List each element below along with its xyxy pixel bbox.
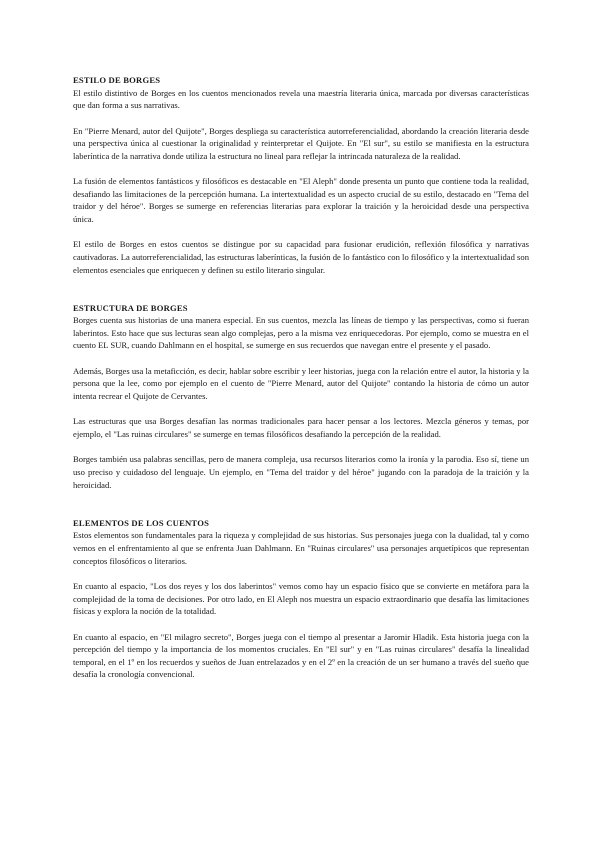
section-estructura xyxy=(73,302,529,492)
paragraph: En "Pierre Menard, autor del Quijote", Borges despliega su característica autorreferencialidad, abordando la creación literaria desde una perspectiva única al cuestionar la originalidad y reinterpretar el Quijote. En "El sur", su estilo se manifiesta en la estructura laberíntica de la narrativa donde utiliza la estructura no lineal para reflejar la intrincada naturaleza de la realidad. xyxy=(73,125,529,161)
section-heading: ELEMENTOS DE LOS CUENTOS xyxy=(73,517,210,528)
paragraph: El estilo de Borges en estos cuentos se distingue por su capacidad para fusionar erudición, reflexión filosófica y narrativas cautivadoras. La autorreferencialidad, las estructuras laberínticas, la fusión de lo fantástico con lo filosófico y la intertextualidad son elementos esenciales que enriquecen y definen su estilo literario singular. xyxy=(73,239,529,275)
section-spacer xyxy=(73,289,529,302)
paragraph: Las estructuras que usa Borges desafían las normas tradicionales para hacer pensar a los lectores. Mezcla géneros y temas, por ejemplo, el "Las ruinas circulares" se sumerge en temas filosóficos desafiando la percepción de la realidad. xyxy=(73,416,529,440)
paragraph: En cuanto al espacio, "Los dos reyes y los dos laberintos" vemos como hay un espacio físico que se convierte en metáfora para la complejidad de la toma de decisiones. Por otro lado, en El Aleph nos muestra un espacio extraordinario que desafía las limitaciones físicas y explora la noción de la totalidad. xyxy=(73,580,529,617)
section-heading: ESTRUCTURA DE BORGES xyxy=(73,302,188,313)
paragraph: Además, Borges usa la metaficción, es decir, hablar sobre escribir y leer historias, juega con la relación entre el autor, la historia y la persona que la lee, como por ejemplo en el cuento de "Pierre Menard, autor del Quijote" contando la historia de cómo un autor intenta recrear el Quijote de Cervantes. xyxy=(73,365,529,402)
paragraph: El estilo distintivo de Borges en los cuentos mencionados revela una maestría literaria única, marcada por diversas características que dan forma a sus narrativas. xyxy=(73,87,529,111)
section-heading: ESTILO DE BORGES xyxy=(73,75,161,85)
paragraph: Borges también usa palabras sencillas, pero de manera compleja, usa recursos literarios como la ironía y la parodia. Eso sí, tiene un uso preciso y cuidadoso del lenguaje. Un ejemplo, en "Tema del traidor y del héroe" jugando con la paradoja de la traición y la heroicidad. xyxy=(73,454,529,490)
paragraph: En cuanto al espacio, en "El milagro secreto", Borges juega con el tiempo al presentar a Jaromir Hladik. Esta historia juega con la percepción del tiempo y la importancia de los momentos cruciales. En "El sur" y en "Las ruinas circulares" desafía la linealidad temporal, en el 1º en los recuerdos y sueños de Juan entrelazados y en el 2º en la creación de un ser humano a través del sueño que desafía la cronología convencional. xyxy=(73,631,529,680)
section-elementos xyxy=(73,517,529,681)
section-estilo xyxy=(73,74,529,276)
section-spacer xyxy=(73,504,529,517)
document-page xyxy=(73,74,529,694)
paragraph: Estos elementos son fundamentales para la riqueza y complejidad de sus historias. Sus personajes juega con la dualidad, tal y como vemos en el enfrentamiento al que se enfrenta Juan Dahlmann. En "Ruinas circulares" usa personajes arquetípicos que representan conceptos filosóficos o literarios. xyxy=(73,530,529,566)
paragraph: La fusión de elementos fantásticos y filosóficos es destacable en "El Aleph" donde presenta un punto que contiene toda la realidad, desafiando las limitaciones de la percepción humana. La intertextualidad es un aspecto crucial de su estilo, destacado en "Tema del traidor y del héroe". Borges se sumerge en referencias literarias para explorar la traición y la heroicidad desde una perspectiva única. xyxy=(73,176,529,224)
paragraph: Borges cuenta sus historias de una manera especial. En sus cuentos, mezcla las líneas de tiempo y las perspectivas, como si fueran laberintos. Esto hace que sus lecturas sean algo complejas, pero a la misma vez enriquecedoras. Por ejemplo, como se muestra en el cuento EL SUR, cuando Dahlmann en el hospital, se sumerge en sus recuerdos que navegan entre el presente y el pasado. xyxy=(73,315,529,351)
